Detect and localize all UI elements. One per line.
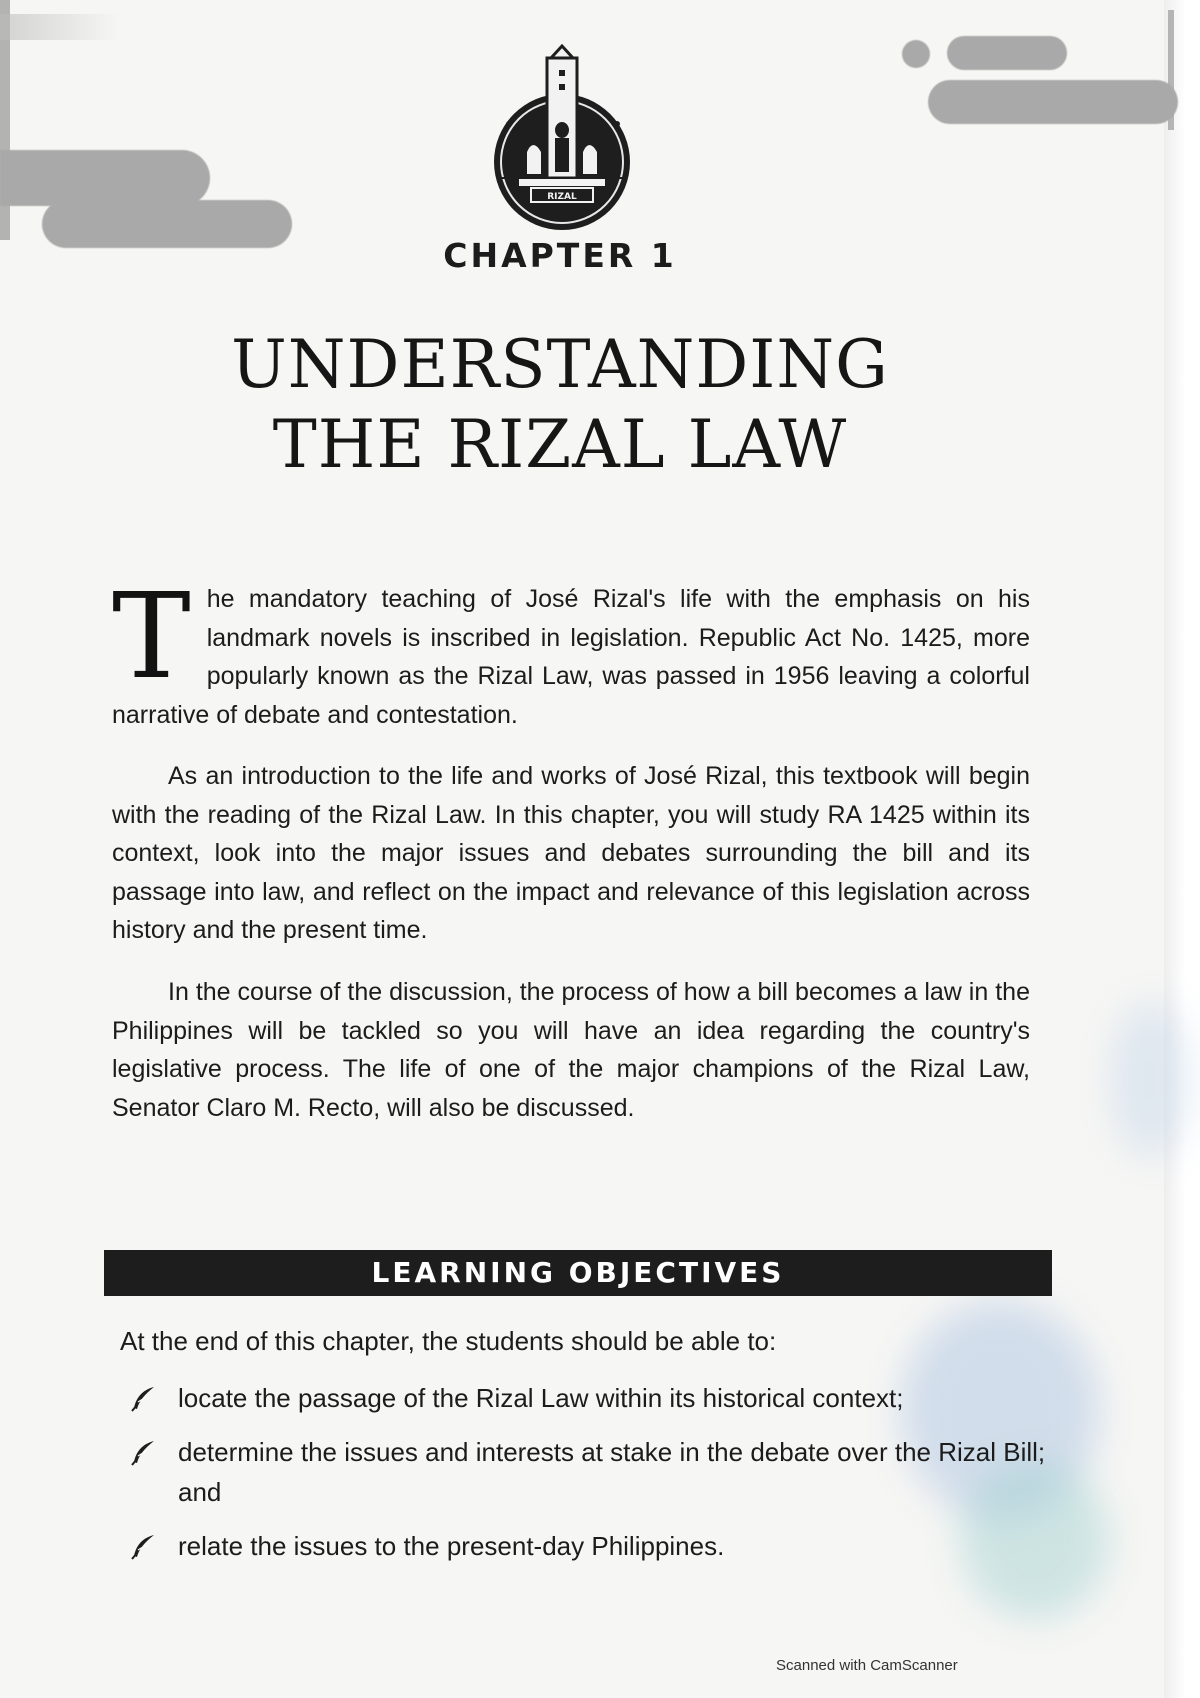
chapter-label: CHAPTER 1 bbox=[443, 236, 677, 275]
learning-objectives-banner bbox=[104, 1250, 1052, 1296]
decorative-dot bbox=[902, 40, 930, 68]
emblem-label: RIZAL bbox=[547, 192, 577, 202]
decorative-bar bbox=[947, 36, 1067, 70]
decorative-bar bbox=[42, 200, 292, 248]
intro-paragraph-3: In the course of the discussion, the process of how a bill becomes a law in the Philippines will be tackled so you will have an idea regarding the country's legislative process. The life of one of the major champions of the Rizal Law, Senator Claro M. Recto, will also be discussed. bbox=[112, 978, 1030, 1122]
objectives-list bbox=[128, 1378, 1048, 1580]
quill-pen-icon bbox=[128, 1438, 158, 1468]
decorative-bar bbox=[928, 80, 1178, 124]
chapter-title-line-2: THE RIZAL LAW bbox=[272, 406, 848, 483]
objective-item bbox=[128, 1378, 1048, 1418]
intro-paragraph-2: As an introduction to the life and works of José Rizal, this textbook will begin with the reading of the Rizal Law. In this chapter, you will study RA 1425 within its context, look into the major issues and debates surrounding the bill and its passage into law, and reflect on the impact and relevance of this legislation across history and the present time. bbox=[112, 762, 1030, 944]
intro-paragraph-1-text: he mandatory teaching of José Rizal's life with the emphasis on his landmark novels is inscribed in legislation. Republic Act No. 1425, more popularly known as the Rizal Law, was passed in 1956 leaving a colorful narrative of debate and contestation. bbox=[112, 585, 1030, 729]
objective-item bbox=[128, 1526, 1048, 1566]
rizal-monument-emblem-icon bbox=[479, 44, 645, 234]
objective-text: determine the issues and interests at stake in the debate over the Rizal Bill; and bbox=[178, 1437, 1046, 1507]
decorative-bar bbox=[0, 150, 210, 206]
watercolor-stain bbox=[1110, 1000, 1190, 1160]
drop-cap: T bbox=[112, 567, 191, 705]
objectives-intro: At the end of this chapter, the students should be able to: bbox=[120, 1326, 777, 1356]
scan-watermark: Scanned with CamScanner bbox=[776, 1657, 958, 1674]
chapter-title bbox=[160, 325, 960, 485]
quill-pen-icon bbox=[128, 1532, 158, 1562]
chapter-title-line-1: UNDERSTANDING bbox=[231, 326, 889, 403]
objective-text: relate the issues to the present-day Philippines. bbox=[178, 1531, 725, 1561]
scan-edge-right bbox=[1164, 0, 1200, 1698]
objective-item bbox=[128, 1432, 1048, 1512]
learning-objectives-heading: LEARNING OBJECTIVES bbox=[371, 1256, 785, 1289]
decorative-smudge bbox=[0, 14, 120, 40]
intro-paragraph-1 bbox=[112, 567, 1030, 734]
quill-pen-icon bbox=[128, 1384, 158, 1414]
objective-text: locate the passage of the Rizal Law within its historical context; bbox=[178, 1383, 904, 1413]
